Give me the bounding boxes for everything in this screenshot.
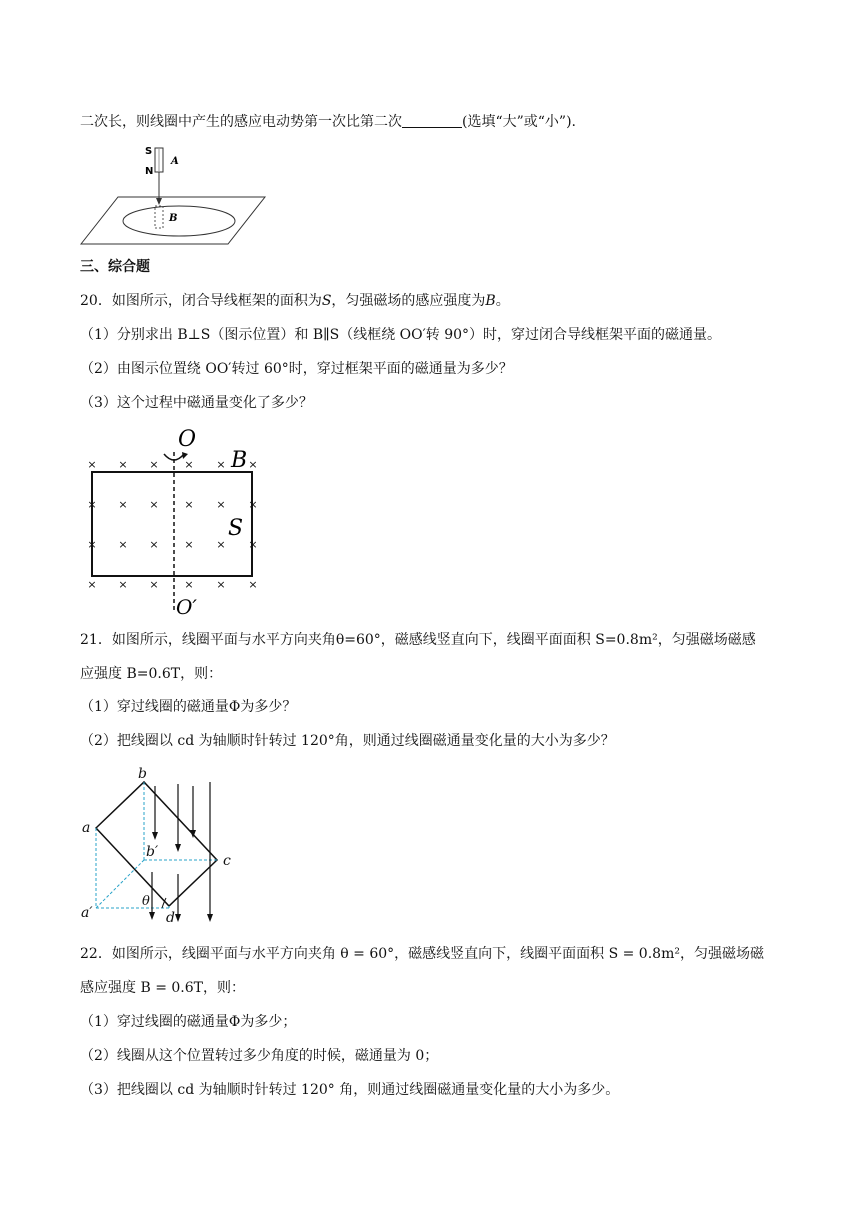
fig20-label-s: S bbox=[228, 516, 244, 541]
svg-text:×: × bbox=[149, 498, 159, 511]
q22-line2: 感应强度 B = 0.6T，则： bbox=[80, 980, 245, 996]
svg-text:×: × bbox=[118, 538, 128, 551]
figure-19-magnet-coil bbox=[78, 140, 268, 248]
svg-text:×: × bbox=[216, 578, 226, 591]
q20-part2: （2）由图示位置绕 OO′转过 60°时，穿过框架平面的磁通量为多少？ bbox=[80, 361, 513, 377]
svg-text:×: × bbox=[248, 458, 258, 471]
svg-text:×: × bbox=[87, 498, 97, 511]
fig19-label-b: B bbox=[169, 213, 178, 224]
fig21-label-theta: θ bbox=[142, 894, 150, 909]
fig20-label-oprime: O′ bbox=[176, 595, 197, 618]
fig20-label-b: B bbox=[231, 448, 248, 473]
q20-stem-s: S bbox=[321, 293, 332, 309]
q20-stem bbox=[80, 291, 510, 311]
q22-line1: 22．如图所示，线圈平面与水平方向夹角 θ = 60°，磁感线竖直向下，线圈平面面积 S = 0.8m²，匀强磁场磁 bbox=[80, 946, 764, 962]
q19-tail bbox=[80, 112, 576, 132]
svg-text:×: × bbox=[184, 538, 194, 551]
svg-text:×: × bbox=[184, 498, 194, 511]
figure-20-frame bbox=[80, 424, 270, 618]
svg-text:×: × bbox=[87, 578, 97, 591]
fig21-label-d: d bbox=[166, 910, 175, 926]
svg-text:×: × bbox=[184, 458, 194, 471]
svg-text:×: × bbox=[118, 458, 128, 471]
svg-text:×: × bbox=[87, 458, 97, 471]
q21-line1: 21．如图所示，线圈平面与水平方向夹角θ=60°，磁感线竖直向下，线圈平面面积 S=0.8m²，匀强磁场磁感 bbox=[80, 632, 756, 648]
q22-part1: （1）穿过线圈的磁通量Φ为多少； bbox=[80, 1014, 297, 1030]
svg-text:×: × bbox=[149, 538, 159, 551]
fig19-label-s: S bbox=[145, 146, 153, 157]
fig19-label-n: N bbox=[145, 166, 154, 177]
svg-text:×: × bbox=[184, 578, 194, 591]
svg-text:×: × bbox=[118, 578, 128, 591]
q21-line2: 应强度 B=0.6T，则： bbox=[80, 666, 223, 682]
fig21-label-b: b bbox=[138, 766, 147, 782]
magnet-position-b bbox=[155, 206, 163, 228]
svg-text:×: × bbox=[248, 498, 258, 511]
q20-stem-a: 20．如图所示，闭合导线框架的面积为 bbox=[80, 293, 322, 309]
svg-text:×: × bbox=[87, 538, 97, 551]
section-3-title: 三、综合题 bbox=[80, 259, 150, 275]
fig21-label-a: a bbox=[82, 820, 91, 836]
fig20-label-o: O bbox=[178, 427, 197, 452]
q20-stem-bb: B bbox=[485, 293, 496, 309]
fig21-label-bprime: b′ bbox=[146, 844, 159, 860]
q22-part3: （3）把线圈以 cd 为轴顺时针转过 120° 角，则通过线圈磁通量变化量的大小为多少。 bbox=[80, 1082, 620, 1098]
figure-21-tilted-coil bbox=[78, 764, 248, 926]
field-lines bbox=[152, 782, 210, 916]
svg-text:×: × bbox=[149, 578, 159, 591]
q20-part3: （3）这个过程中磁通量变化了多少？ bbox=[80, 395, 313, 411]
q20-stem-c: 。 bbox=[495, 293, 510, 309]
svg-text:×: × bbox=[118, 498, 128, 511]
q20-part1: （1）分别求出 B⊥S（图示位置）和 B∥S（线框绕 OO′转 90°）时，穿过闭合导线框架平面的磁通量。 bbox=[80, 327, 722, 343]
svg-text:×: × bbox=[248, 538, 258, 551]
svg-text:×: × bbox=[216, 538, 226, 551]
q21-part1: （1）穿过线圈的磁通量Φ为多少？ bbox=[80, 699, 297, 715]
svg-text:×: × bbox=[149, 458, 159, 471]
coil bbox=[123, 206, 235, 236]
svg-text:×: × bbox=[248, 578, 258, 591]
fig19-label-a: A bbox=[171, 156, 179, 167]
q22-part2: （2）线圈从这个位置转过多少角度的时候，磁通量为 0； bbox=[80, 1048, 439, 1064]
svg-text:×: × bbox=[216, 458, 226, 471]
q19-options: (选填“大”或“小”). bbox=[462, 114, 577, 130]
svg-text:×: × bbox=[216, 498, 226, 511]
q20-stem-b: ，匀强磁场的感应强度为 bbox=[331, 293, 486, 309]
q19-text: 二次长，则线圈中产生的感应电动势第一次比第二次 bbox=[80, 114, 402, 130]
q19-blank[interactable] bbox=[402, 113, 462, 128]
q21-part2: （2）把线圈以 cd 为轴顺时针转过 120°角，则通过线圈磁通量变化量的大小为多少？ bbox=[80, 733, 615, 749]
fig21-label-aprime: a′ bbox=[81, 905, 93, 921]
fig21-label-c: c bbox=[223, 853, 231, 869]
